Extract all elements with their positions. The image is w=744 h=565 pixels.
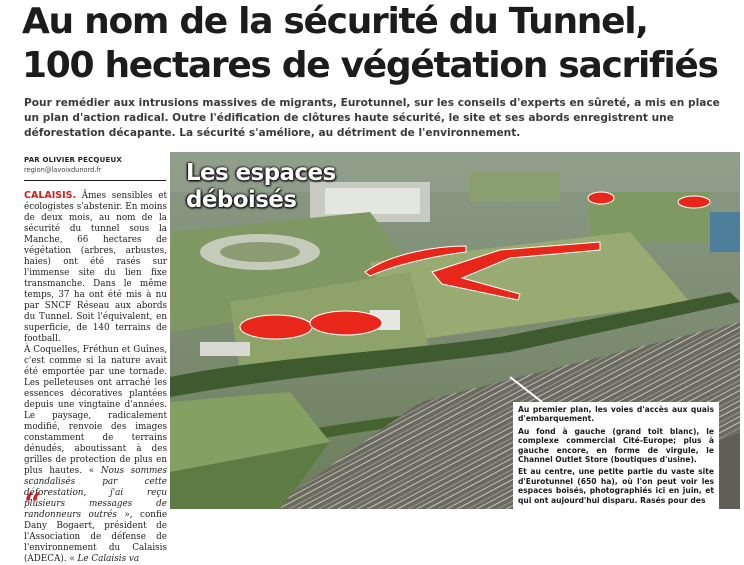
article-quote-2: Le Calaisis va [77,554,140,564]
photo-label-line-1: Les espaces [186,160,336,186]
headline-line-2: 100 hectares de végétation sacrifiés [22,45,718,86]
caption-paragraph-1: Au premier plan, les voies d'accès aux quais d'embarquement. [518,405,714,424]
byline-email: region@lavoixdunord.fr [24,166,102,174]
article-body [24,190,167,565]
byline [24,156,169,174]
article-paragraph-2: À Coquelles, Fréthun et Guînes, c'est comme si la nature avait été emportée par une tornade. Les pelleteuses ont arraché les essences décoratives plantées depuis une vingtaine d'années. Le paysage, radicalement modifié, renvoie des images constamment de terrains dénudés, aboutissant à des grilles de protection de plus en plus hautes. « [24,345,167,476]
photo-caption [513,402,719,518]
photo-label [186,160,336,214]
headline [22,0,742,88]
photo-label-line-2: déboisés [186,187,297,213]
article-paragraph-2-end: », confie Dany Bogaert, président de l'Association de défense de l'environnement du Calaisis (ADECA). « [24,510,168,564]
byline-author: PAR OLIVIER PECQUEUX [24,156,122,164]
article-quote: Nous sommes scandalisés par cette déforestation, j'ai reçu plusieurs messages de randonneurs outrés [24,466,168,520]
pull-quote-mark: “ [24,487,42,522]
headline-line-1: Au nom de la sécurité du Tunnel, [22,1,648,42]
article-lead: CALAISIS. [24,190,77,201]
caption-paragraph-3: Et au centre, une petite partie du vaste site d'Eurotunnel (650 ha), où l'on peut voir les espaces boisés, photographiés ici en juin, et qui ont aujourd'hui disparu. Rasés pour des [518,467,714,505]
byline-divider [24,180,166,181]
intro-paragraph: Pour remédier aux intrusions massives de migrants, Eurotunnel, sur les conseils d'experts en sûreté, a mis en place un plan d'action radical. Outre l'édification de clôtures haute sécurité, le site et ses abords enregistrent une déforestation décapante. La sécurité s'améliore, au détriment de l'environnement. [24,97,720,139]
aerial-photo [170,152,740,509]
article-paragraph-1: Âmes sensibles et écologistes s'abstenir. En moins de deux mois, au nom de la sécurité du tunnel sous la Manche, 66 hectares de végétation (arbres, arbustes, haies) ont été rasés sur l'immense site du lien fixe transmanche. Dans le même temps, 37 ha ont été mis à nu par SNCF Réseau aux abords du Tunnel. Soit l'équivalent, en superficie, de 140 terrains de football. [24,191,167,344]
caption-paragraph-2: Au fond à gauche (grand toit blanc), le complexe commercial Cité-Europe; plus à gauche encore, en forme de virgule, le Channel Outlet Store (boutiques d'usine). [518,426,714,465]
